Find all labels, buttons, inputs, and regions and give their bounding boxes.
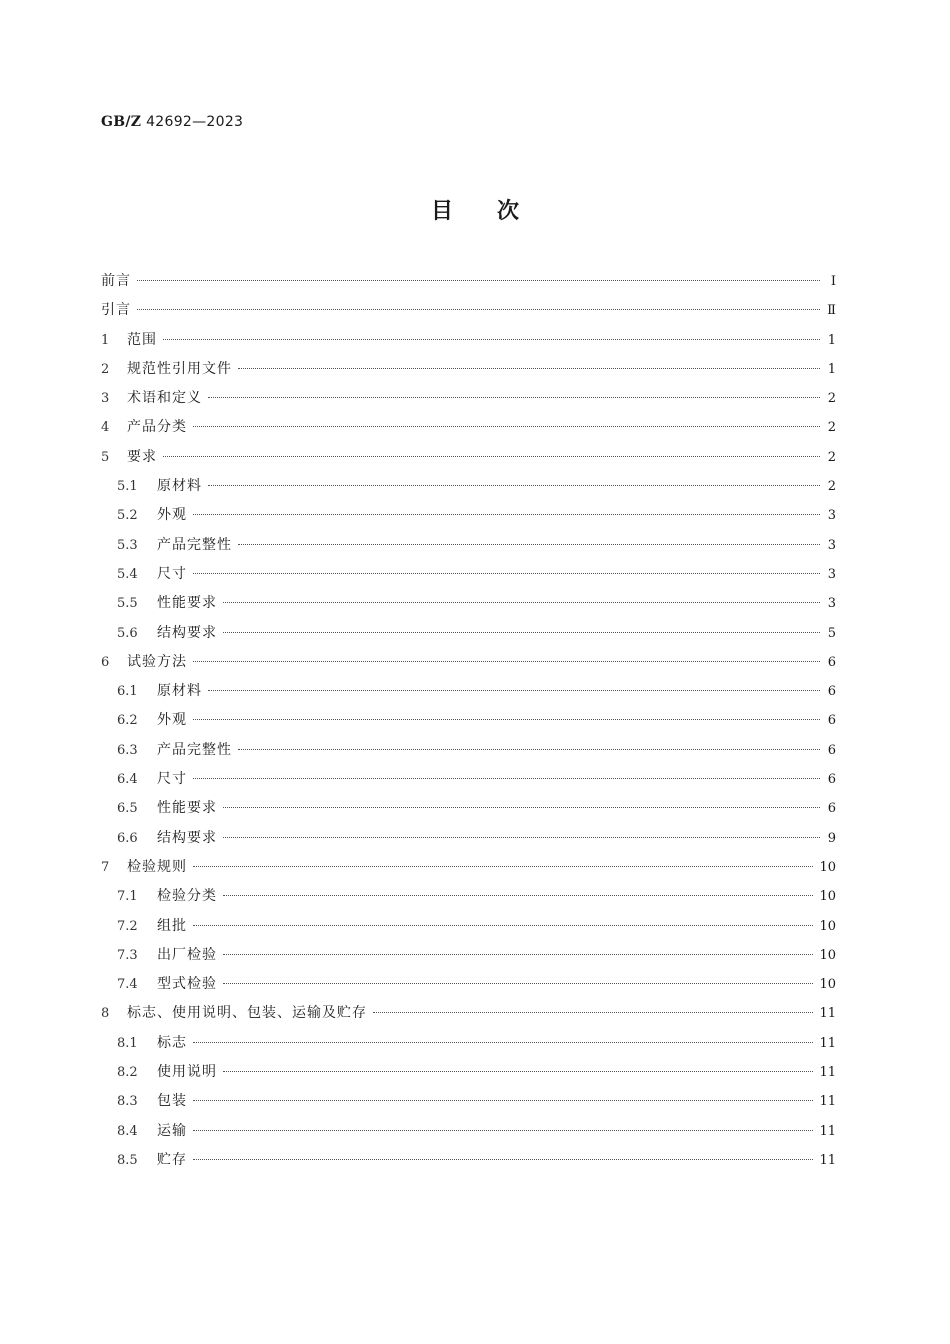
toc-entry-page: 11 [819, 1035, 836, 1051]
standard-number: 42692—2023 [146, 114, 244, 130]
toc-entry-page: 2 [827, 391, 836, 407]
toc-entry-number: 5.4 [117, 566, 138, 582]
toc-entry-page: 3 [827, 508, 836, 524]
toc-leader-dots [137, 309, 820, 310]
toc-leader-dots [193, 573, 820, 574]
toc-entry-page: 10 [819, 947, 836, 963]
toc-entry-title: 贮存 [157, 1151, 187, 1168]
toc-entry-number: 6.1 [117, 684, 138, 700]
toc-entry[interactable] [101, 739, 836, 768]
toc-entry-page: 6 [827, 684, 836, 700]
toc-entry[interactable] [101, 504, 836, 533]
toc-entry-page: 10 [819, 859, 836, 875]
toc-entry-number: 6.6 [117, 830, 138, 846]
toc-entry-number: 5.2 [117, 508, 138, 524]
toc-entry-number: 8.3 [117, 1094, 138, 1110]
toc-leader-dots [223, 837, 820, 838]
toc-leader-dots [223, 602, 820, 603]
toc-entry-page: 2 [827, 420, 836, 436]
toc-entry-page: 2 [827, 479, 836, 495]
toc-entry-title: 外观 [157, 712, 187, 729]
toc-entry-number: 8 [101, 1006, 110, 1022]
toc-entry-number: 7.2 [117, 918, 138, 934]
toc-entry-page: 6 [827, 772, 836, 788]
toc-entry-page: 11 [819, 1065, 836, 1081]
toc-entry[interactable] [101, 768, 836, 797]
toc-leader-dots [238, 544, 820, 545]
toc-entry-title: 出厂检验 [157, 946, 217, 963]
toc-entry-title: 结构要求 [157, 829, 217, 846]
toc-entry[interactable] [101, 416, 836, 445]
toc-entry[interactable] [101, 944, 836, 973]
toc-leader-dots [193, 1130, 813, 1131]
toc-leader-dots [193, 1159, 813, 1160]
toc-entry-title: 术语和定义 [127, 390, 202, 407]
toc-entry-title: 试验方法 [127, 653, 187, 670]
toc-entry-number: 5.6 [117, 625, 138, 641]
toc-entry[interactable] [101, 534, 836, 563]
toc-entry-number: 8.2 [117, 1065, 138, 1081]
toc-entry-title: 引言 [101, 302, 131, 319]
toc-leader-dots [223, 895, 813, 896]
toc-entry[interactable] [101, 563, 836, 592]
toc-leader-dots [193, 1042, 813, 1043]
toc-entry-page: 3 [827, 596, 836, 612]
toc-entry-title: 性能要求 [157, 595, 217, 612]
toc-entry[interactable] [101, 680, 836, 709]
toc-entry-number: 8.1 [117, 1035, 138, 1051]
toc-leader-dots [238, 368, 820, 369]
toc-entry-title: 产品完整性 [157, 536, 232, 553]
toc-entry-page: Ⅱ [827, 303, 836, 319]
toc-leader-dots [163, 339, 820, 340]
toc-entry-title: 原材料 [157, 478, 202, 495]
toc-entry-title: 型式检验 [157, 976, 217, 993]
toc-entry-title: 范围 [127, 331, 157, 348]
toc-entry-number: 1 [101, 332, 110, 348]
toc-entry[interactable] [101, 1032, 836, 1061]
toc-entry-page: 2 [827, 449, 836, 465]
toc-entry-page: 10 [819, 889, 836, 905]
toc-entry-number: 6.5 [117, 801, 138, 817]
toc-entry[interactable] [101, 475, 836, 504]
toc-entry-title: 检验规则 [127, 858, 187, 875]
toc-entry[interactable] [101, 299, 836, 328]
toc-entry[interactable] [101, 622, 836, 651]
toc-entry-page: 3 [827, 566, 836, 582]
toc-entry-number: 5.5 [117, 596, 138, 612]
toc-entry-number: 8.4 [117, 1123, 138, 1139]
toc-leader-dots [193, 866, 813, 867]
toc-entry-page: 6 [827, 713, 836, 729]
toc-entry-page: 1 [827, 332, 836, 348]
page-title: 目次 [430, 199, 563, 224]
toc-entry-number: 6.2 [117, 713, 138, 729]
toc-entry[interactable] [101, 973, 836, 1002]
toc-entry-title: 性能要求 [157, 800, 217, 817]
toc-entry-number: 5.3 [117, 537, 138, 553]
toc-entry-page: 9 [827, 830, 836, 846]
toc-entry-number: 7.4 [117, 977, 138, 993]
toc-entry[interactable] [101, 797, 836, 826]
toc-entry[interactable] [101, 358, 836, 387]
toc-leader-dots [193, 778, 820, 779]
toc-entry-page: Ⅰ [830, 274, 836, 289]
table-of-contents [101, 270, 836, 1178]
toc-entry[interactable] [101, 885, 836, 914]
toc-leader-dots [208, 690, 820, 691]
toc-leader-dots [208, 397, 820, 398]
toc-leader-dots [137, 280, 820, 281]
toc-entry-number: 7.3 [117, 947, 138, 963]
toc-entry[interactable] [101, 856, 836, 885]
document-code [101, 114, 243, 130]
toc-entry[interactable] [101, 387, 836, 416]
toc-entry-page: 11 [819, 1094, 836, 1110]
toc-entry-title: 产品分类 [127, 419, 187, 436]
toc-entry-title: 原材料 [157, 683, 202, 700]
toc-entry-page: 6 [827, 654, 836, 670]
toc-entry-page: 11 [819, 1006, 836, 1022]
toc-entry-title: 标志、使用说明、包装、运输及贮存 [127, 1005, 367, 1022]
toc-entry[interactable] [101, 1061, 836, 1090]
toc-entry-title: 包装 [157, 1093, 187, 1110]
toc-entry-title: 前言 [101, 273, 131, 289]
toc-entry-title: 检验分类 [157, 888, 217, 905]
toc-entry-title: 尺寸 [157, 771, 187, 788]
toc-entry[interactable] [101, 915, 836, 944]
toc-entry-page: 10 [819, 977, 836, 993]
toc-entry-number: 3 [101, 391, 110, 407]
toc-leader-dots [223, 632, 820, 633]
toc-entry[interactable] [101, 1090, 836, 1119]
toc-entry[interactable] [101, 1120, 836, 1149]
toc-leader-dots [208, 485, 820, 486]
toc-entry-number: 6.3 [117, 742, 138, 758]
toc-entry-number: 5.1 [117, 479, 138, 495]
toc-entry[interactable] [101, 446, 836, 475]
toc-entry-title: 外观 [157, 507, 187, 524]
toc-entry-title: 使用说明 [157, 1064, 217, 1081]
toc-entry[interactable] [101, 1149, 836, 1178]
toc-entry-page: 10 [819, 918, 836, 934]
toc-entry-number: 5 [101, 449, 110, 465]
toc-entry-number: 7 [101, 859, 110, 875]
toc-leader-dots [223, 983, 813, 984]
toc-entry-number: 6.4 [117, 772, 138, 788]
toc-entry-title: 规范性引用文件 [127, 360, 232, 377]
toc-entry[interactable] [101, 592, 836, 621]
toc-entry-title: 产品完整性 [157, 741, 232, 758]
toc-entry[interactable] [101, 651, 836, 680]
toc-entry[interactable] [101, 709, 836, 738]
standard-prefix: GB/Z [101, 114, 142, 130]
toc-entry-page: 11 [819, 1123, 836, 1139]
toc-entry-number: 6 [101, 654, 110, 670]
toc-entry-page: 3 [827, 537, 836, 553]
toc-leader-dots [193, 1100, 813, 1101]
toc-leader-dots [373, 1012, 813, 1013]
toc-entry-title: 尺寸 [157, 565, 187, 582]
toc-entry-title: 标志 [157, 1034, 187, 1051]
toc-leader-dots [193, 661, 820, 662]
toc-entry[interactable] [101, 827, 836, 856]
toc-leader-dots [223, 807, 820, 808]
toc-entry-title: 要求 [127, 448, 157, 465]
toc-entry-number: 7.1 [117, 889, 138, 905]
toc-entry-title: 运输 [157, 1122, 187, 1139]
toc-leader-dots [193, 514, 820, 515]
toc-entry-page: 6 [827, 742, 836, 758]
toc-entry-number: 2 [101, 361, 110, 377]
toc-entry-title: 结构要求 [157, 624, 217, 641]
toc-leader-dots [223, 1071, 813, 1072]
toc-leader-dots [163, 456, 820, 457]
toc-leader-dots [193, 719, 820, 720]
toc-leader-dots [193, 925, 813, 926]
toc-entry-number: 4 [101, 420, 110, 436]
toc-entry-page: 11 [819, 1152, 836, 1168]
toc-leader-dots [223, 954, 813, 955]
toc-entry[interactable] [101, 329, 836, 358]
toc-entry-number: 8.5 [117, 1152, 138, 1168]
toc-entry[interactable] [101, 1002, 836, 1031]
toc-entry[interactable] [101, 270, 836, 299]
toc-leader-dots [193, 426, 820, 427]
toc-entry-title: 组批 [157, 917, 187, 934]
toc-entry-page: 1 [827, 361, 836, 377]
toc-entry-page: 5 [827, 625, 836, 641]
toc-leader-dots [238, 749, 820, 750]
toc-entry-page: 6 [827, 801, 836, 817]
